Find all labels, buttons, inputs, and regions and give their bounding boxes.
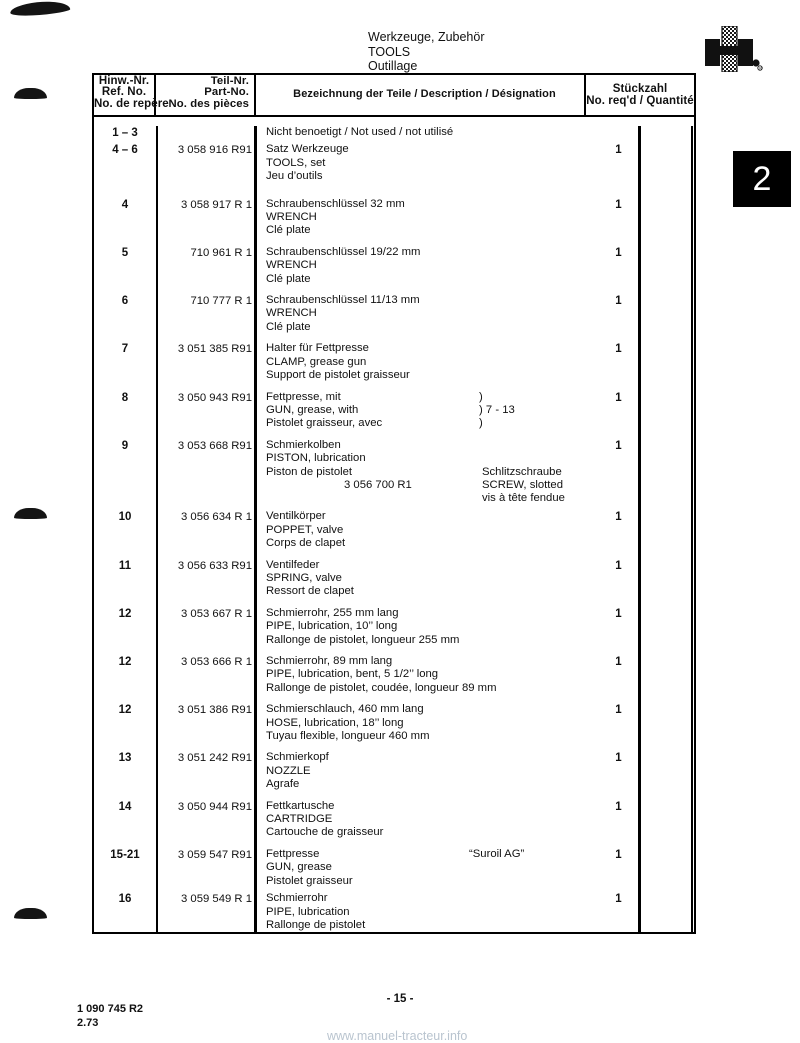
sub-part-number: 3 056 700 R1 xyxy=(344,478,412,491)
description-line: Rallonge de pistolet, coudée, longueur 89 mm xyxy=(266,681,497,694)
cell-part-number: 3 050 944 R91 xyxy=(177,800,252,813)
cell-spacer xyxy=(645,559,694,599)
table-row xyxy=(94,510,694,550)
cell-description xyxy=(257,342,592,382)
doc-number: 1 090 745 R2 xyxy=(77,1003,144,1015)
description-line: Cartouche de graisseur xyxy=(266,826,384,839)
sub-description-line: vis à tête fendue xyxy=(482,492,565,505)
cell-part-number: 3 058 917 R 1 xyxy=(181,198,252,211)
parts-table xyxy=(92,73,696,934)
description-line: CLAMP, grease gun xyxy=(266,355,367,368)
scan-artifact-punch-1 xyxy=(14,88,47,99)
table-row xyxy=(94,391,694,431)
description-line: WRENCH xyxy=(266,307,317,320)
cell-spacer xyxy=(645,143,694,183)
cell-ref-number: 6 xyxy=(121,295,129,308)
description-line: HOSE, lubrication, 18’’ long xyxy=(266,716,404,729)
description-line: Ventilkörper xyxy=(266,510,326,523)
table-row xyxy=(94,559,694,599)
cell-description xyxy=(257,294,592,334)
table-row xyxy=(94,751,694,791)
table-row xyxy=(94,246,694,286)
description-line: Fettkartusche xyxy=(266,799,335,812)
cell-part-number: 3 056 634 R 1 xyxy=(181,511,252,524)
cell-quantity: 1 xyxy=(615,246,622,259)
cell-spacer xyxy=(645,198,694,238)
column-header-ref: Hinw.-Nr. Ref. No. No. de repère xyxy=(94,75,156,115)
description-line: PISTON, lubrication xyxy=(266,452,366,465)
watermark: www.manuel-tracteur.info xyxy=(327,1029,468,1043)
cell-spacer xyxy=(645,294,694,334)
cell-part-number: 3 053 666 R 1 xyxy=(181,656,252,668)
cell-ref-number: 5 xyxy=(121,246,129,259)
scan-artifact-punch-3 xyxy=(14,908,47,919)
cell-description xyxy=(257,607,592,647)
table-row xyxy=(94,438,694,505)
description-line: Tuyau flexible, longueur 460 mm xyxy=(266,730,430,743)
table-row xyxy=(94,655,694,695)
cell-quantity: 1 xyxy=(615,295,622,308)
description-line: GUN, grease, with xyxy=(266,403,359,416)
description-line: Agrafe xyxy=(266,778,300,791)
table-row xyxy=(94,198,694,238)
description-line: Rallonge de pistolet xyxy=(266,918,366,931)
description-line: SPRING, valve xyxy=(266,571,342,584)
table-row xyxy=(94,703,694,743)
cell-ref-number: 1 – 3 xyxy=(112,127,138,139)
cell-ref-number: 16 xyxy=(118,893,132,906)
cell-spacer xyxy=(645,751,694,791)
description-line: Schmierrohr, 255 mm lang xyxy=(266,606,399,619)
column-header-qty: Stückzahl No. req'd / Quantité xyxy=(586,83,694,107)
cell-ref-number: 8 xyxy=(121,391,129,404)
cell-part-number: 3 050 943 R91 xyxy=(177,391,252,404)
description-line: Schmierrohr, 89 mm lang xyxy=(266,655,393,667)
cell-ref-number: 12 xyxy=(118,704,132,717)
cell-part-number: 3 051 385 R91 xyxy=(177,343,252,356)
cell-ref-number: 4 – 6 xyxy=(112,144,138,157)
cell-description xyxy=(257,848,592,888)
scan-artifact-punch-2 xyxy=(14,508,47,519)
description-line: WRENCH xyxy=(266,211,317,224)
cell-description xyxy=(257,438,592,505)
cell-quantity: 1 xyxy=(615,559,622,572)
cell-description xyxy=(257,800,592,840)
page-title-de: Werkzeuge, Zubehör xyxy=(368,30,485,44)
description-line: WRENCH xyxy=(266,259,317,272)
description-line: Clé plate xyxy=(266,272,311,285)
cell-ref-number: 12 xyxy=(118,656,132,668)
cell-quantity: 1 xyxy=(615,391,622,404)
page-title-en: TOOLS xyxy=(368,44,411,59)
cell-quantity: 1 xyxy=(615,144,622,157)
table-row xyxy=(94,342,694,382)
description-line: Support de pistolet graisseur xyxy=(266,369,410,382)
cell-spacer xyxy=(645,391,694,431)
cell-ref-number: 10 xyxy=(118,511,132,524)
table-row xyxy=(94,126,694,139)
cell-quantity: 1 xyxy=(615,656,622,668)
description-line: Fettpresse xyxy=(266,847,320,860)
cell-part-number: 3 053 668 R91 xyxy=(177,439,252,452)
description-line: Pistolet graisseur, avec xyxy=(266,417,383,430)
description-line: Schmierschlauch, 460 mm lang xyxy=(266,703,424,716)
cell-quantity: 1 xyxy=(615,800,622,813)
description-line: Rallonge de pistolet, longueur 255 mm xyxy=(266,633,460,646)
cell-spacer xyxy=(645,126,694,139)
description-line: Ressort de clapet xyxy=(266,585,354,598)
cell-description xyxy=(257,655,592,695)
cell-ref-number: 14 xyxy=(118,800,132,813)
page-number: - 15 - xyxy=(386,993,414,1005)
table-row xyxy=(94,800,694,840)
column-header-description: Bezeichnung der Teile / Description / Désignation xyxy=(256,75,586,115)
cell-ref-number: 7 xyxy=(121,343,129,356)
cell-part-number: 3 058 916 R91 xyxy=(177,144,252,157)
sub-part-description xyxy=(482,466,565,506)
description-line: Schmierrohr xyxy=(266,892,328,905)
description-line: PIPE, lubrication, bent, 5 1/2’’ long xyxy=(266,668,439,681)
ih-logo xyxy=(700,26,764,72)
description-line: GUN, grease xyxy=(266,861,332,874)
description-line: NOZZLE xyxy=(266,764,311,777)
grouping-brace-line: ) 7 - 13 xyxy=(479,403,515,416)
description-line: Halter für Fettpresse xyxy=(266,342,369,355)
cell-part-number: 3 053 667 R 1 xyxy=(181,607,252,620)
description-line: CARTRIDGE xyxy=(266,813,333,826)
description-line: Schraubenschlüssel 32 mm xyxy=(266,197,405,210)
cell-spacer xyxy=(645,607,694,647)
cell-quantity: 1 xyxy=(615,439,622,452)
table-row xyxy=(94,848,694,888)
scan-artifact-top xyxy=(9,0,70,18)
table-body xyxy=(94,126,694,932)
description-line: Nicht benoetigt / Not used / not utilisé xyxy=(266,126,454,138)
cell-ref-number: 13 xyxy=(118,752,132,765)
cell-ref-number: 11 xyxy=(118,559,132,572)
description-note: “Suroil AG” xyxy=(469,847,525,860)
cell-spacer xyxy=(645,800,694,840)
cell-quantity: 1 xyxy=(615,848,622,861)
table-row xyxy=(94,607,694,647)
cell-description xyxy=(257,703,592,743)
table-row xyxy=(94,143,694,183)
description-line: Pistolet graisseur xyxy=(266,874,353,887)
cell-part-number: 3 051 242 R91 xyxy=(177,752,252,765)
svg-text:R: R xyxy=(759,66,762,71)
cell-quantity: 1 xyxy=(615,704,622,717)
cell-part-number xyxy=(156,126,257,139)
sub-description-line: Schlitzschraube xyxy=(482,465,562,478)
description-line: PIPE, lubrication xyxy=(266,905,350,918)
section-tab: 2 xyxy=(733,151,791,207)
table-row xyxy=(94,294,694,334)
doc-date: 2.73 xyxy=(77,1016,99,1029)
cell-spacer xyxy=(645,246,694,286)
cell-spacer xyxy=(645,655,694,695)
column-header-part: Teil-Nr. Part-No. No. des pièces xyxy=(156,75,256,115)
description-line: PIPE, lubrication, 10’’ long xyxy=(266,620,398,633)
cell-spacer xyxy=(645,703,694,743)
cell-description xyxy=(257,751,592,791)
cell-ref-number: 12 xyxy=(118,607,132,620)
description-line: Ventilfeder xyxy=(266,558,320,571)
description-line: Corps de clapet xyxy=(266,537,346,550)
cell-description xyxy=(257,198,592,238)
description-line: Schmierkolben xyxy=(266,438,341,451)
cell-spacer xyxy=(645,848,694,888)
cell-spacer xyxy=(645,439,694,493)
cell-quantity xyxy=(592,126,645,139)
table-header-row xyxy=(94,75,694,117)
cell-description xyxy=(257,143,592,183)
cell-part-number: 710 777 R 1 xyxy=(190,295,252,308)
cell-quantity: 1 xyxy=(615,198,622,211)
description-line: Clé plate xyxy=(266,224,311,237)
cell-quantity: 1 xyxy=(615,343,622,356)
description-line: TOOLS, set xyxy=(266,156,326,169)
cell-part-number: 710 961 R 1 xyxy=(190,246,252,259)
cell-part-number: 3 056 633 R91 xyxy=(177,559,252,572)
description-line: Fettpresse, mit xyxy=(266,390,341,403)
cell-quantity: 1 xyxy=(615,893,622,906)
cell-spacer xyxy=(645,892,694,932)
cell-description xyxy=(257,126,592,139)
cell-description xyxy=(257,559,592,599)
cell-quantity: 1 xyxy=(615,607,622,620)
page-title-fr: Outillage xyxy=(368,59,418,73)
description-line: Satz Werkzeuge xyxy=(266,143,349,156)
description-line: Schraubenschlüssel 19/22 mm xyxy=(266,245,421,258)
description-line: Schmierkopf xyxy=(266,751,329,764)
cell-description xyxy=(257,246,592,286)
cell-part-number: 3 051 386 R91 xyxy=(177,704,252,717)
description-line: POPPET, valve xyxy=(266,523,344,536)
cell-spacer xyxy=(645,510,694,550)
description-line: Jeu d’outils xyxy=(266,170,323,183)
cell-spacer xyxy=(645,342,694,382)
footer-doc-info xyxy=(77,1003,143,1030)
description-line: Schraubenschlüssel 11/13 mm xyxy=(266,294,420,307)
grouping-brace-line: ) xyxy=(479,417,483,430)
cell-part-number: 3 059 547 R91 xyxy=(177,848,252,861)
cell-ref-number: 9 xyxy=(121,439,129,452)
table-row xyxy=(94,892,694,932)
cell-quantity: 1 xyxy=(615,752,622,765)
description-line: Piston de pistolet xyxy=(266,465,353,478)
cell-ref-number: 4 xyxy=(121,198,129,211)
grouping-brace-line: ) xyxy=(479,390,483,403)
page-title xyxy=(368,30,485,74)
cell-description xyxy=(257,510,592,550)
cell-part-number: 3 059 549 R 1 xyxy=(181,893,252,906)
sub-description-line: SCREW, slotted xyxy=(482,478,563,491)
cell-description xyxy=(257,892,592,932)
cell-ref-number: 15-21 xyxy=(110,848,140,861)
cell-quantity: 1 xyxy=(615,511,622,524)
grouping-brace xyxy=(479,391,515,431)
description-line: Clé plate xyxy=(266,320,311,333)
cell-description xyxy=(257,391,592,431)
